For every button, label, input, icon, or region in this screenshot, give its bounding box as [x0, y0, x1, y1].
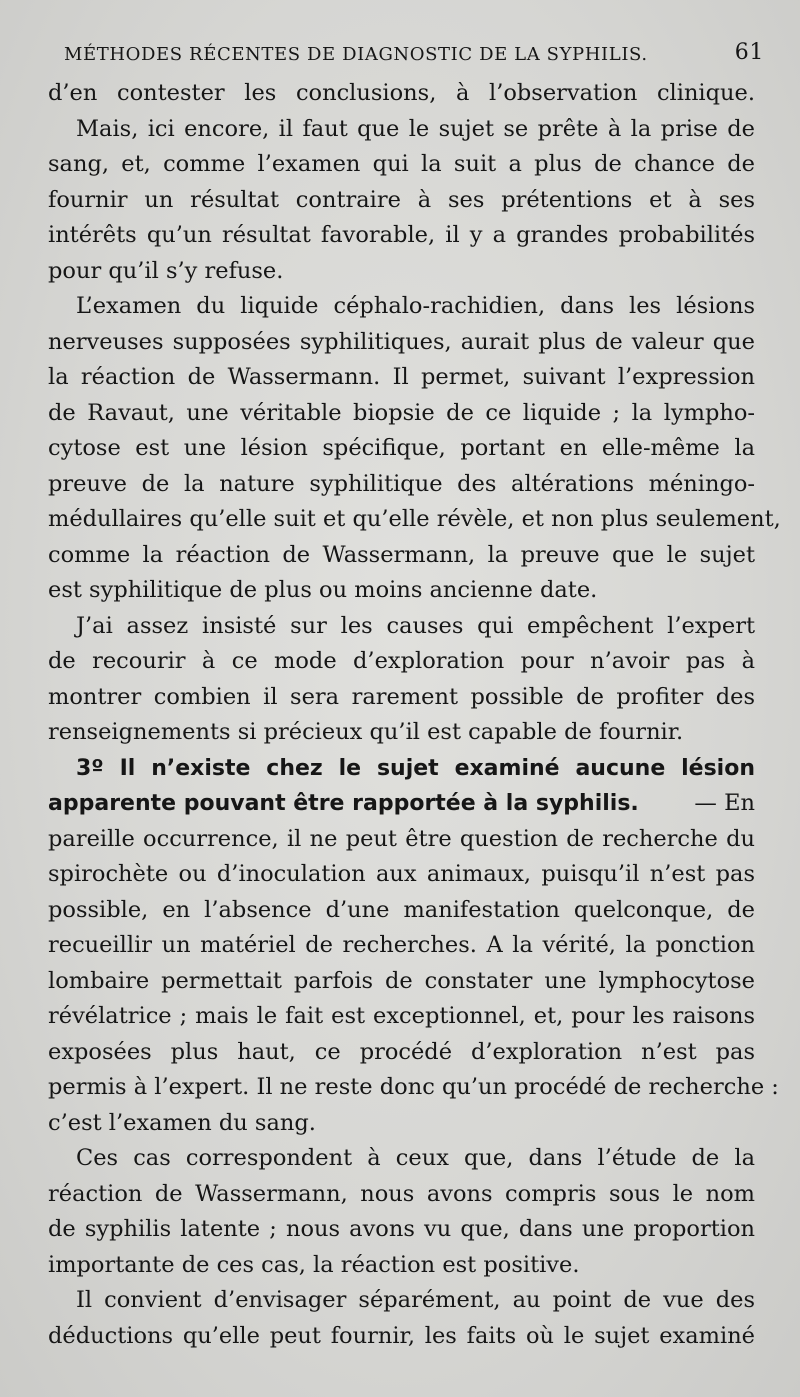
- text-line: preuve de la nature syphilitique des altérations méningo-: [48, 470, 755, 497]
- text-line: intérêts qu’un résultat favorable, il y a grandes probabilités: [48, 222, 755, 248]
- text-line: de Ravaut, une véritable biopsie de ce liquide ; la lympho-: [48, 399, 755, 426]
- text-line: comme la réaction de Wassermann, la preuve que le sujet: [48, 541, 755, 568]
- text-line: nerveuses supposées syphilitiques, aurait plus de valeur que: [48, 328, 755, 355]
- text-line: déductions qu’elle peut fournir, les faits où le sujet examiné: [48, 1322, 755, 1349]
- text-line: de syphilis latente ; nous avons vu que, dans une proportion: [48, 1216, 755, 1242]
- running-title: MÉTHODES RÉCENTES DE DIAGNOSTIC DE LA SYPHILIS.: [64, 44, 648, 65]
- text-line: J’ai assez insisté sur les causes qui empêchent l’expert: [76, 612, 755, 639]
- section-heading-continued: [48, 786, 755, 822]
- text-line: Il convient d’envisager séparément, au point de vue des: [76, 1287, 755, 1313]
- text-line: recueillir un matériel de recherches. A la vérité, la ponction: [48, 932, 755, 958]
- page-number: 61: [734, 40, 764, 65]
- text-line: lombaire permettait parfois de constater une lymphocytose: [48, 967, 755, 994]
- text-line: possible, en l’absence d’une manifestation quelconque, de: [48, 896, 755, 923]
- text-line: exposées plus haut, ce procédé d’exploration n’est pas: [48, 1038, 755, 1065]
- text-line: la réaction de Wassermann. Il permet, suivant l’expression: [48, 364, 755, 390]
- text-line: est syphilitique de plus ou moins ancienne date.: [48, 577, 598, 603]
- text-line: médullaires qu’elle suit et qu’elle révèle, et non plus seulement,: [48, 506, 781, 532]
- text-line: permis à l’expert. Il ne reste donc qu’un procédé de recherche :: [48, 1074, 779, 1100]
- running-header: [64, 38, 764, 70]
- text-line: fournir un résultat contraire à ses prétentions et à ses: [48, 186, 755, 213]
- body-text: [48, 76, 781, 1354]
- text-line: pour qu’il s’y refuse.: [48, 257, 284, 284]
- text-line: spirochète ou d’inoculation aux animaux, puisqu’il n’est pas: [48, 861, 755, 887]
- text-line: cytose est une lésion spécifique, portant en elle-même la: [48, 435, 755, 461]
- text-line: renseignements si précieux qu’il est capable de fournir.: [48, 719, 684, 745]
- text-line: pareille occurrence, il ne peut être question de recherche du: [48, 825, 755, 852]
- text-line: Mais, ici encore, il faut que le sujet se prête à la prise de: [76, 115, 755, 142]
- text-fragment: — En: [694, 790, 755, 816]
- text-line: L’examen du liquide céphalo-rachidien, dans les lésions: [76, 293, 755, 319]
- text-line: d’en contester les conclusions, à l’observation clinique.: [48, 80, 755, 106]
- text-line: montrer combien il sera rarement possible de profiter des: [48, 683, 755, 710]
- text-line: révélatrice ; mais le fait est exceptionnel, et, pour les raisons: [48, 1003, 755, 1029]
- text-line: Ces cas correspondent à ceux que, dans l’étude de la: [76, 1145, 755, 1171]
- text-line: réaction de Wassermann, nous avons compris sous le nom: [48, 1180, 755, 1207]
- section-heading-part: apparente pouvant être rapportée à la syphilis.: [48, 791, 639, 816]
- text-line: importante de ces cas, la réaction est positive.: [48, 1251, 580, 1278]
- text-line: de recourir à ce mode d’exploration pour n’avoir pas à: [48, 648, 755, 674]
- text-line: c’est l’examen du sang.: [48, 1109, 316, 1136]
- text-line: sang, et, comme l’examen qui la suit a plus de chance de: [48, 151, 755, 177]
- section-heading: 3º Il n’existe chez le sujet examiné aucune lésion: [76, 755, 755, 781]
